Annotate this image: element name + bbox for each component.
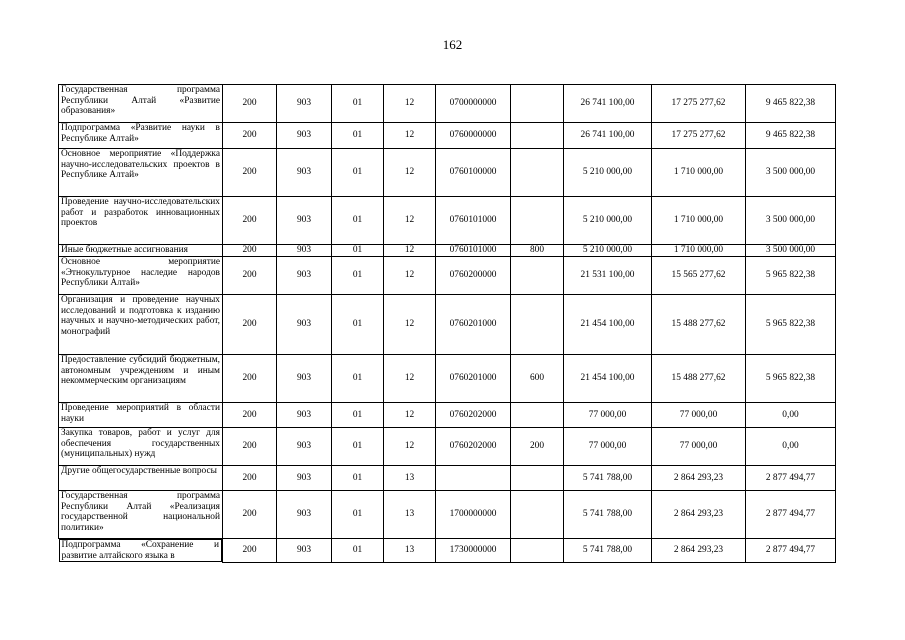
row-expense-type bbox=[511, 295, 564, 355]
row-department-code: 903 bbox=[277, 123, 332, 149]
row-target-article: 0760101000 bbox=[436, 245, 511, 257]
row-department-code: 903 bbox=[277, 257, 332, 295]
row-name: Подпрограмма «Сохранение и развитие алтайского языка в bbox=[59, 539, 223, 562]
row-amount-3: 3 500 000,00 bbox=[746, 245, 836, 257]
row-name: Подпрограмма «Развитие науки в Республике Алтай» bbox=[59, 123, 223, 149]
row-target-article: 0760200000 bbox=[436, 257, 511, 295]
row-department-code: 903 bbox=[277, 428, 332, 466]
row-amount-2: 77 000,00 bbox=[652, 403, 746, 428]
row-name: Основное мероприятие «Поддержка научно-исследовательских проектов в Республике Алтай» bbox=[59, 149, 223, 197]
row-amount-3: 9 465 822,38 bbox=[746, 123, 836, 149]
row-amount-2: 17 275 277,62 bbox=[652, 85, 746, 123]
row-amount-2: 1 710 000,00 bbox=[652, 197, 746, 245]
row-name: Проведение научно-исследовательских работ и разработок инновационных проектов bbox=[59, 197, 223, 245]
row-amount-3: 2 877 494,77 bbox=[746, 539, 836, 563]
row-grbs-code: 200 bbox=[223, 428, 277, 466]
table-row bbox=[59, 149, 836, 197]
row-amount-2: 1 710 000,00 bbox=[652, 149, 746, 197]
row-section-code: 01 bbox=[332, 428, 384, 466]
row-subsection-code: 12 bbox=[384, 85, 436, 123]
row-subsection-code: 12 bbox=[384, 428, 436, 466]
table-row bbox=[59, 123, 836, 149]
row-amount-3: 0,00 bbox=[746, 428, 836, 466]
row-subsection-code: 13 bbox=[384, 491, 436, 539]
table-row bbox=[59, 257, 836, 295]
row-subsection-code: 12 bbox=[384, 123, 436, 149]
row-expense-type bbox=[511, 123, 564, 149]
row-expense-type bbox=[511, 257, 564, 295]
row-amount-2: 15 565 277,62 bbox=[652, 257, 746, 295]
row-grbs-code: 200 bbox=[223, 403, 277, 428]
row-expense-type bbox=[511, 466, 564, 491]
row-amount-2: 1 710 000,00 bbox=[652, 245, 746, 257]
row-target-article: 0760202000 bbox=[436, 403, 511, 428]
row-grbs-code: 200 bbox=[223, 295, 277, 355]
row-grbs-code: 200 bbox=[223, 123, 277, 149]
budget-table bbox=[58, 84, 836, 563]
row-department-code: 903 bbox=[277, 355, 332, 403]
row-amount-1: 5 741 788,00 bbox=[564, 539, 652, 563]
page-number: 162 bbox=[442, 37, 463, 52]
row-amount-3: 9 465 822,38 bbox=[746, 85, 836, 123]
row-section-code: 01 bbox=[332, 295, 384, 355]
row-amount-2: 2 864 293,23 bbox=[652, 539, 746, 563]
row-grbs-code: 200 bbox=[223, 491, 277, 539]
row-section-code: 01 bbox=[332, 257, 384, 295]
row-amount-1: 77 000,00 bbox=[564, 428, 652, 466]
row-department-code: 903 bbox=[277, 295, 332, 355]
row-target-article: 0760100000 bbox=[436, 149, 511, 197]
row-amount-2: 15 488 277,62 bbox=[652, 295, 746, 355]
row-target-article: 0760202000 bbox=[436, 428, 511, 466]
table-row bbox=[59, 466, 836, 491]
row-expense-type: 200 bbox=[511, 428, 564, 466]
row-grbs-code: 200 bbox=[223, 539, 277, 563]
row-target-article: 0700000000 bbox=[436, 85, 511, 123]
row-department-code: 903 bbox=[277, 403, 332, 428]
row-amount-3: 3 500 000,00 bbox=[746, 149, 836, 197]
row-subsection-code: 12 bbox=[384, 257, 436, 295]
row-expense-type: 800 bbox=[511, 245, 564, 257]
row-expense-type bbox=[511, 85, 564, 123]
row-target-article: 0760101000 bbox=[436, 197, 511, 245]
table-row bbox=[59, 539, 836, 563]
row-grbs-code: 200 bbox=[223, 466, 277, 491]
row-amount-1: 5 741 788,00 bbox=[564, 466, 652, 491]
table-row bbox=[59, 245, 836, 257]
row-department-code: 903 bbox=[277, 466, 332, 491]
row-department-code: 903 bbox=[277, 149, 332, 197]
row-amount-2: 17 275 277,62 bbox=[652, 123, 746, 149]
row-amount-1: 21 454 100,00 bbox=[564, 295, 652, 355]
row-expense-type bbox=[511, 403, 564, 428]
row-subsection-code: 13 bbox=[384, 466, 436, 491]
row-subsection-code: 12 bbox=[384, 149, 436, 197]
row-amount-1: 26 741 100,00 bbox=[564, 123, 652, 149]
row-grbs-code: 200 bbox=[223, 245, 277, 257]
row-expense-type bbox=[511, 197, 564, 245]
row-amount-3: 5 965 822,38 bbox=[746, 295, 836, 355]
row-amount-3: 5 965 822,38 bbox=[746, 257, 836, 295]
row-expense-type bbox=[511, 149, 564, 197]
row-target-article: 1700000000 bbox=[436, 491, 511, 539]
row-amount-2: 77 000,00 bbox=[652, 428, 746, 466]
row-department-code: 903 bbox=[277, 491, 332, 539]
table-row bbox=[59, 428, 836, 466]
row-amount-2: 15 488 277,62 bbox=[652, 355, 746, 403]
row-section-code: 01 bbox=[332, 466, 384, 491]
row-subsection-code: 12 bbox=[384, 295, 436, 355]
row-section-code: 01 bbox=[332, 355, 384, 403]
row-name: Иные бюджетные ассигнования bbox=[59, 245, 223, 257]
row-grbs-code: 200 bbox=[223, 149, 277, 197]
table-row bbox=[59, 295, 836, 355]
row-subsection-code: 13 bbox=[384, 539, 436, 563]
row-expense-type bbox=[511, 539, 564, 563]
table-row bbox=[59, 355, 836, 403]
row-grbs-code: 200 bbox=[223, 355, 277, 403]
row-department-code: 903 bbox=[277, 197, 332, 245]
row-department-code: 903 bbox=[277, 245, 332, 257]
row-section-code: 01 bbox=[332, 149, 384, 197]
row-amount-3: 2 877 494,77 bbox=[746, 491, 836, 539]
row-amount-1: 26 741 100,00 bbox=[564, 85, 652, 123]
row-name: Другие общегосударственные вопросы bbox=[59, 466, 223, 491]
table-body bbox=[59, 85, 836, 563]
row-subsection-code: 12 bbox=[384, 355, 436, 403]
row-expense-type bbox=[511, 491, 564, 539]
row-amount-1: 5 210 000,00 bbox=[564, 149, 652, 197]
row-target-article: 0760201000 bbox=[436, 295, 511, 355]
row-amount-1: 5 210 000,00 bbox=[564, 245, 652, 257]
row-department-code: 903 bbox=[277, 539, 332, 563]
row-subsection-code: 12 bbox=[384, 403, 436, 428]
row-target-article bbox=[436, 466, 511, 491]
row-amount-1: 77 000,00 bbox=[564, 403, 652, 428]
row-grbs-code: 200 bbox=[223, 257, 277, 295]
row-amount-2: 2 864 293,23 bbox=[652, 466, 746, 491]
row-section-code: 01 bbox=[332, 403, 384, 428]
row-name: Предоставление субсидий бюджетным, автономным учреждениям и иным некоммерческим организациям bbox=[59, 355, 223, 403]
row-department-code: 903 bbox=[277, 85, 332, 123]
row-amount-3: 2 877 494,77 bbox=[746, 466, 836, 491]
row-amount-1: 21 531 100,00 bbox=[564, 257, 652, 295]
row-target-article: 0760000000 bbox=[436, 123, 511, 149]
row-amount-3: 5 965 822,38 bbox=[746, 355, 836, 403]
row-name: Проведение мероприятий в области науки bbox=[59, 403, 223, 428]
row-amount-1: 21 454 100,00 bbox=[564, 355, 652, 403]
table-row bbox=[59, 85, 836, 123]
row-target-article: 0760201000 bbox=[436, 355, 511, 403]
row-amount-1: 5 210 000,00 bbox=[564, 197, 652, 245]
row-amount-3: 0,00 bbox=[746, 403, 836, 428]
row-name: Основное мероприятие «Этнокультурное наследие народов Республики Алтай» bbox=[59, 257, 223, 295]
table-row bbox=[59, 197, 836, 245]
table-row bbox=[59, 403, 836, 428]
row-amount-1: 5 741 788,00 bbox=[564, 491, 652, 539]
row-grbs-code: 200 bbox=[223, 197, 277, 245]
row-subsection-code: 12 bbox=[384, 197, 436, 245]
row-name: Государственная программа Республики Алтай «Развитие образования» bbox=[59, 85, 223, 123]
row-section-code: 01 bbox=[332, 197, 384, 245]
row-section-code: 01 bbox=[332, 491, 384, 539]
row-name: Организация и проведение научных исследований и подготовка к изданию научных и научно-методических работ, монографий bbox=[59, 295, 223, 355]
row-grbs-code: 200 bbox=[223, 85, 277, 123]
row-section-code: 01 bbox=[332, 123, 384, 149]
row-target-article: 1730000000 bbox=[436, 539, 511, 563]
row-name: Закупка товаров, работ и услуг для обеспечения государственных (муниципальных) нужд bbox=[59, 428, 223, 466]
row-section-code: 01 bbox=[332, 85, 384, 123]
row-amount-3: 3 500 000,00 bbox=[746, 197, 836, 245]
row-section-code: 01 bbox=[332, 539, 384, 563]
table-row bbox=[59, 491, 836, 539]
row-expense-type: 600 bbox=[511, 355, 564, 403]
row-amount-2: 2 864 293,23 bbox=[652, 491, 746, 539]
row-name: Государственная программа Республики Алтай «Реализация государственной национальной политики» bbox=[59, 491, 223, 539]
row-section-code: 01 bbox=[332, 245, 384, 257]
row-subsection-code: 12 bbox=[384, 245, 436, 257]
